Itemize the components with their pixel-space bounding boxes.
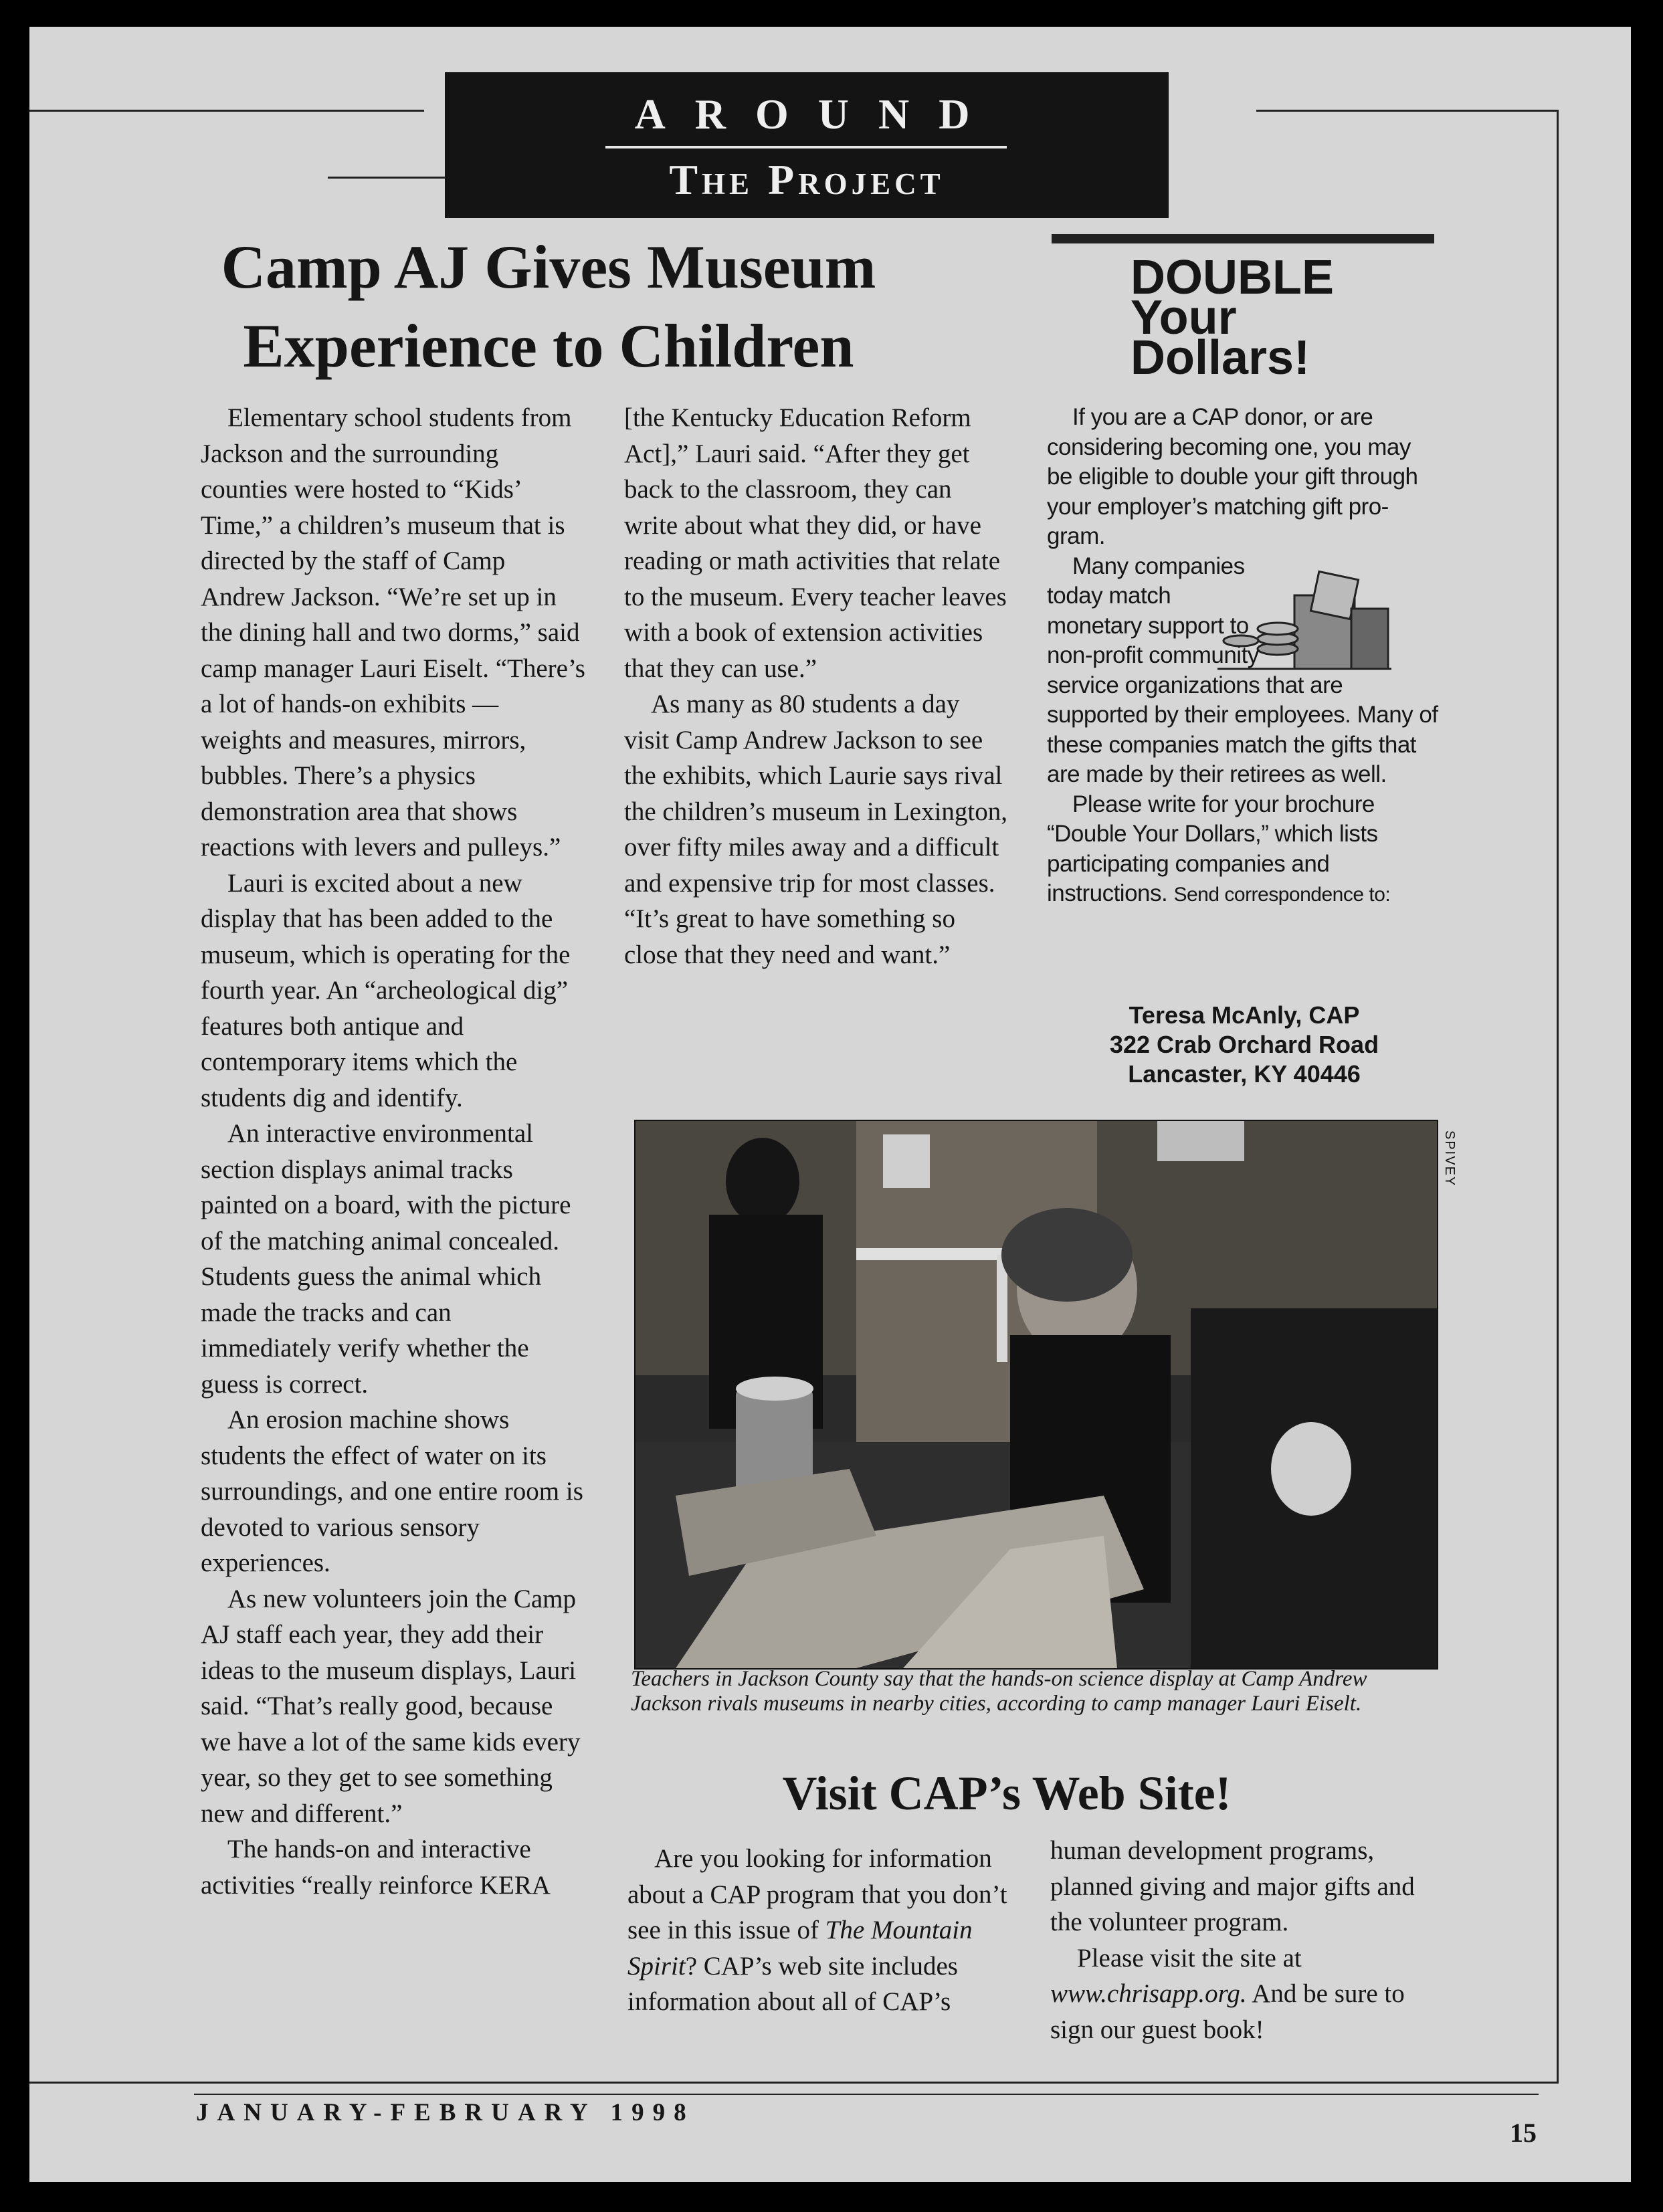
- article-paragraph: An interactive environmental section displays animal tracks painted on a board, with the picture of the matching animal concealed. Students guess the animal which made the tracks and can immediately verify whether the guess is correct.: [201, 1119, 571, 1399]
- photo-credit: SPIVEY: [1442, 1130, 1457, 1187]
- web-paragraph-1: [627, 1841, 1009, 2020]
- web-paragraph-1-text: Are you looking for information about a CAP program that you don’t see in this issue of: [627, 1844, 1007, 1944]
- photo-illustration: [635, 1121, 1437, 1668]
- sidebar-paragraph-3: [1047, 790, 1442, 910]
- banner-divider: [605, 146, 1007, 148]
- issue-date: JANUARY-FEBRUARY 1998: [196, 2099, 695, 2126]
- top-rule-left: [29, 110, 424, 112]
- sidebar-paragraph-2-text: Many companies today match monetary support to non-profit community service organizations that are supported by their employees. Many of these companies match the gifts that are made by their retirees as well.: [1047, 552, 1438, 787]
- sidebar-text: [1047, 403, 1442, 910]
- sidebar-top-bar: [1052, 234, 1434, 243]
- web-paragraph-3-text-end: And be sure to sign our guest book!: [1050, 1979, 1405, 2044]
- web-column-2: [1050, 1833, 1438, 2047]
- sidebar-paragraph-3-text: Please write for your brochure “Double Your Dollars,” which lists participating companies and instructions.: [1047, 791, 1378, 906]
- publication-title: The Mountain Spirit: [627, 1916, 973, 1981]
- sidebar-title-line2: Your: [1131, 291, 1237, 344]
- address-line1: Teresa McAnly, CAP: [1129, 1001, 1360, 1029]
- sidebar-title: [1131, 251, 1334, 385]
- article-paragraph: The hands-on and interactive activities “really reinforce KERA: [201, 1835, 551, 1900]
- top-rule-right: [1256, 110, 1559, 112]
- article-paragraph: As new volunteers join the Camp AJ staff each year, they add their ideas to the museum displays, Lauri said. “That’s really good, because we have a lot of the same kids every year, so they get to see something new and different.”: [201, 1584, 581, 1828]
- icon-float-space: [1261, 552, 1442, 666]
- footer-rule: [194, 2094, 1539, 2095]
- web-column-1: [627, 1841, 1009, 2020]
- page-number: 15: [1510, 2118, 1537, 2148]
- sidebar-title-line1: DOUBLE: [1131, 251, 1334, 304]
- article-paragraph: [the Kentucky Education Reform Act],” Lauri said. “After they get back to the classroom, they can write about what they did, or have reading or math activities that relate to the museum. Every teacher leaves with a book of extension activities that they can use.”: [624, 403, 1007, 683]
- web-section-title: Visit CAP’s Web Site!: [782, 1767, 1232, 1820]
- photo-caption: Teachers in Jackson County say that the hands-on science display at Camp Andrew Jackson rivals museums in nearby cities, according to camp manager Lauri Eiselt.: [631, 1667, 1367, 1716]
- section-banner: [445, 72, 1169, 218]
- web-paragraph-2: human development programs, planned giving and major gifts and the volunteer program.: [1050, 1836, 1415, 1936]
- banner-line1: AROUND: [634, 90, 999, 138]
- article-column-2: [624, 400, 1009, 973]
- website-url: www.chrisapp.org.: [1050, 1979, 1247, 2008]
- web-paragraph-1-text-end: ? CAP’s web site includes information about all of CAP’s: [627, 1951, 958, 2016]
- article-headline: Camp AJ Gives Museum Experience to Children: [221, 233, 876, 380]
- photo-children-museum: [634, 1120, 1438, 1670]
- web-paragraph-3-text: Please visit the site at: [1077, 1943, 1302, 1973]
- sidebar-address: [1047, 1001, 1442, 1089]
- article-column-1: [201, 400, 585, 1903]
- article-paragraph: An erosion machine shows students the effect of water on its surroundings, and one entire room is devoted to various sensory experiences.: [201, 1405, 583, 1577]
- bottom-rule: [29, 2082, 1559, 2084]
- top-rule-left-short: [328, 177, 445, 179]
- sidebar-paragraph-1: If you are a CAP donor, or are considering becoming one, you may be eligible to double your gift through your employer’s matching gift pro-gram.: [1047, 404, 1418, 549]
- article-paragraph: As many as 80 students a day visit Camp Andrew Jackson to see the exhibits, which Laurie says rival the children’s museum in Lexington, over fifty miles away and a difficult and expensive trip for most classes. “It’s great to have something so close that they need and want.”: [624, 690, 1007, 969]
- sidebar-paragraph-2: [1047, 552, 1442, 790]
- sidebar-title-line3: Dollars!: [1131, 331, 1310, 385]
- frame-right: [1557, 110, 1559, 2083]
- banner-line2: The Project: [669, 156, 945, 203]
- address-line3: Lancaster, KY 40446: [1128, 1060, 1361, 1088]
- article-paragraph: Elementary school students from Jackson and the surrounding counties were hosted to “Kids’ Time,” a children’s museum that is directed by the staff of Camp Andrew Jackson. “We’re set up in the dining hall and two dorms,” said camp manager Lauri Eiselt. “There’s a lot of hands-on exhibits — weights and measures, mirrors, bubbles. There’s a physics demonstration area that shows reactions with levers and pulleys.”: [201, 403, 585, 862]
- article-paragraph: Lauri is excited about a new display that has been added to the museum, which is operating for the fourth year. An “archeological dig” features both antique and contemporary items which the students dig and identify.: [201, 868, 571, 1112]
- web-paragraph-3: [1050, 1940, 1438, 2048]
- sidebar-send-label: Send correspondence to:: [1173, 884, 1391, 906]
- address-line2: 322 Crab Orchard Road: [1109, 1031, 1379, 1058]
